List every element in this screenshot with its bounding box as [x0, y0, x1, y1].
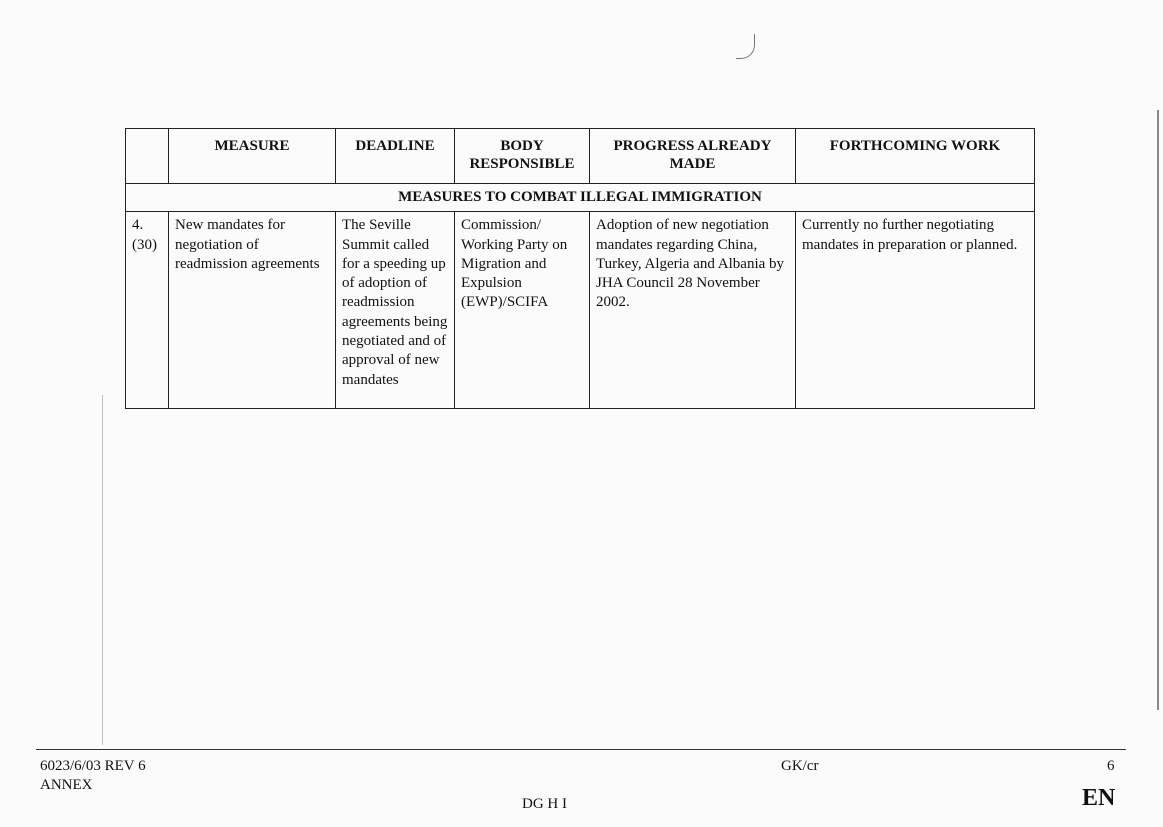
header-progress: PROGRESS ALREADY MADE [590, 129, 796, 184]
annex-label: ANNEX [40, 777, 93, 793]
measures-table [125, 128, 1035, 409]
header-measure: MEASURE [169, 129, 336, 184]
cell-body: Commission/ Working Party on Migration and Expulsion (EWP)/SCIFA [455, 212, 590, 409]
cell-measure: New mandates for negotiation of readmission agreements [169, 212, 336, 409]
scan-margin-line [102, 395, 103, 745]
cell-number: 4. (30) [126, 212, 169, 409]
author-initials: GK/cr [781, 758, 819, 774]
doc-reference: 6023/6/03 REV 6 [40, 758, 146, 774]
cell-deadline: The Seville Summit called for a speeding up of adoption of readmission agreements being negotiated and of approval of new mandates [336, 212, 455, 409]
header-number [126, 129, 169, 184]
footer-rule [36, 749, 1126, 750]
section-title: MEASURES TO COMBAT ILLEGAL IMMIGRATION [126, 184, 1035, 212]
scan-edge [1157, 110, 1159, 710]
header-deadline: DEADLINE [336, 129, 455, 184]
header-forthcoming-work: FORTHCOMING WORK [796, 129, 1035, 184]
cell-progress: Adoption of new negotiation mandates regarding China, Turkey, Algeria and Albania by JHA Council 28 November 2002. [590, 212, 796, 409]
language-code: EN [1082, 785, 1116, 811]
page-number: 6 [1107, 758, 1115, 774]
header-body-responsible: BODY RESPONSIBLE [455, 129, 590, 184]
directorate-label: DG H I [522, 796, 567, 812]
cell-forthcoming: Currently no further negotiating mandates in preparation or planned. [796, 212, 1035, 409]
section-row [126, 184, 1035, 212]
table-row [126, 212, 1035, 409]
scan-mark [736, 34, 755, 59]
header-row [126, 129, 1035, 184]
